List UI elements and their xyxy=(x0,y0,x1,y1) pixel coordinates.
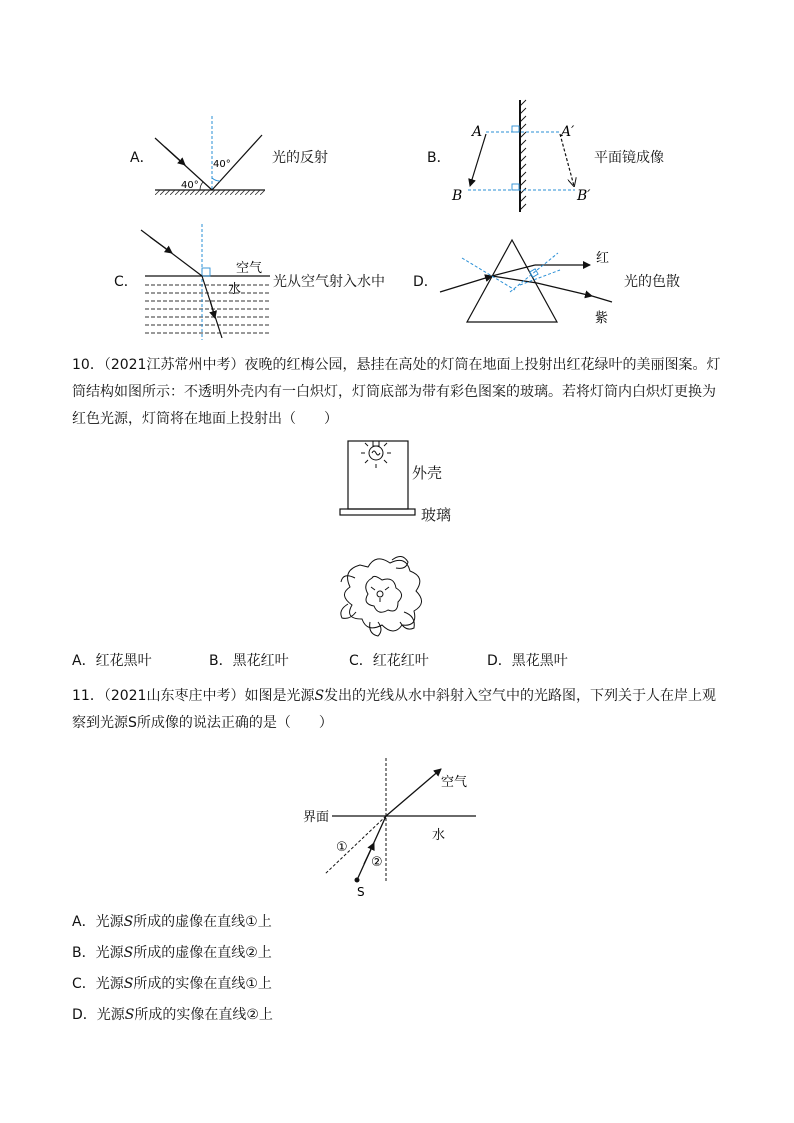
q11-b-s: S xyxy=(123,945,134,961)
prism xyxy=(467,240,557,322)
q11-option-c[interactable] xyxy=(72,974,272,994)
q9-a-caption: 光的反射 xyxy=(272,150,328,166)
angle-label-2: 40° xyxy=(181,180,199,191)
angle-label-1: 40° xyxy=(213,159,231,170)
q11-question-text xyxy=(72,683,722,737)
d-red-label: 红 xyxy=(596,251,610,266)
q10-glass-label: 玻璃 xyxy=(421,506,452,524)
q11-c-post: 所成的实像在直线①上 xyxy=(133,976,272,992)
q10-option-b[interactable]: B．黑花红叶 xyxy=(209,653,289,669)
q9-option-d-letter[interactable]: D． xyxy=(413,274,438,290)
lamp-shell xyxy=(348,441,408,509)
q9-d-caption: 光的色散 xyxy=(624,274,680,290)
q10-option-a[interactable]: A．红花黑叶 xyxy=(72,653,152,669)
q11-source-point xyxy=(355,878,360,883)
q11-option-b[interactable] xyxy=(72,943,272,963)
q11-a-s: S xyxy=(123,914,134,930)
q11-text-after: 发出的光线从水中斜射入空气中的光路图，下列关于人在岸上观察到光源S所成像的说法正确的是（ ） xyxy=(72,688,717,731)
bulb-icon xyxy=(361,441,391,468)
q9-option-a-letter[interactable]: A． xyxy=(130,150,154,166)
label-A-prime: A′ xyxy=(561,124,575,140)
q9-option-b-letter[interactable]: B． xyxy=(427,150,451,166)
q9-option-c-letter[interactable]: C． xyxy=(114,274,138,290)
q11-line2-label: ② xyxy=(371,855,383,870)
flower-pattern-icon xyxy=(341,556,422,636)
q11-b-post: 所成的虚像在直线②上 xyxy=(133,945,272,961)
label-B-prime: B′ xyxy=(577,188,591,204)
q10-option-c[interactable]: C．红花红叶 xyxy=(349,653,429,669)
object-arrow xyxy=(470,134,486,186)
q11-d-pre: D．光源 xyxy=(72,1007,125,1023)
q11-air-ray xyxy=(386,769,441,816)
q10-option-d[interactable]: D．黑花黑叶 xyxy=(487,653,568,669)
q11-interface-label: 界面 xyxy=(303,810,330,825)
q11-water-label: 水 xyxy=(432,828,446,843)
purple-ray xyxy=(537,283,592,296)
q11-c-s: S xyxy=(123,976,134,992)
image-arrow xyxy=(560,134,574,186)
c-water-label: 水 xyxy=(228,282,242,297)
q11-air-label: 空气 xyxy=(441,775,468,790)
q11-line1-label: ① xyxy=(336,840,348,855)
q9-b-caption: 平面镜成像 xyxy=(594,150,664,166)
q11-text-s: S xyxy=(314,688,325,704)
c-air-label: 空气 xyxy=(236,261,263,276)
q9-c-caption: 光从空气射入水中 xyxy=(273,274,385,290)
q11-a-post: 所成的虚像在直线①上 xyxy=(133,914,272,930)
label-A: A xyxy=(472,124,483,140)
label-B: B xyxy=(452,188,463,204)
lamp-glass xyxy=(340,509,415,515)
q11-text-before: 11．（2021山东枣庄中考）如图是光源 xyxy=(72,688,315,704)
q11-option-a[interactable] xyxy=(72,912,272,932)
surface-hatch xyxy=(155,190,265,195)
q11-b-pre: B．光源 xyxy=(72,945,124,961)
q11-c-pre: C．光源 xyxy=(72,976,124,992)
q11-d-s: S xyxy=(124,1007,135,1023)
q11-d-post: 所成的实像在直线②上 xyxy=(134,1007,273,1023)
q11-a-pre: A．光源 xyxy=(72,914,124,930)
q10-shell-label: 外壳 xyxy=(412,464,443,482)
q11-source-label: S xyxy=(357,885,365,899)
q10-question-text: 10．（2021江苏常州中考）夜晚的红梅公园，悬挂在高处的灯筒在地面上投射出红花绿叶的美丽图案。灯筒结构如图所示：不透明外壳内有一白炽灯，灯筒底部为带有彩色图案的玻璃。若将灯筒内白炽灯更换为红色光源，灯筒将在地面上投射出（ ） xyxy=(72,357,721,427)
q11-option-d[interactable] xyxy=(72,1005,273,1025)
d-purple-label: 紫 xyxy=(595,311,609,326)
